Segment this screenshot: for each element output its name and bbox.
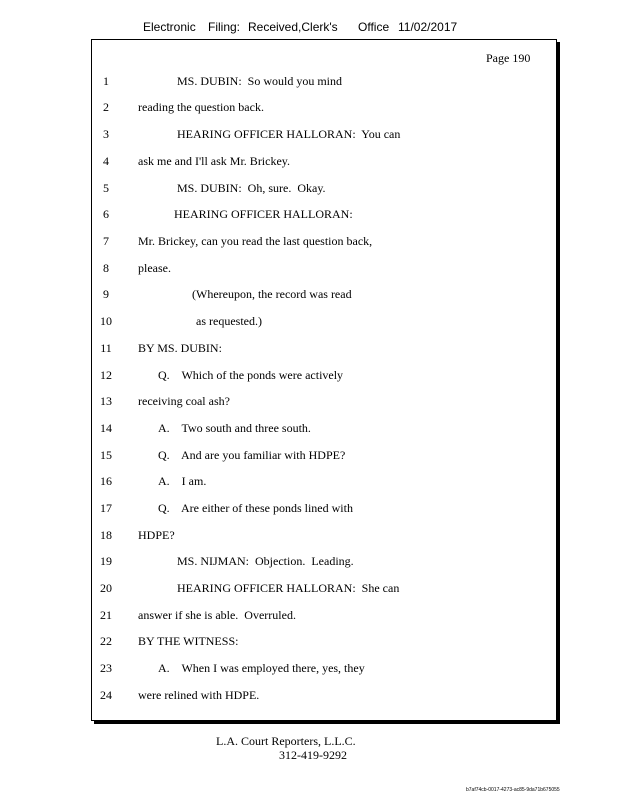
transcript-line [0,394,618,410]
transcript-line [0,634,618,650]
line-number: 24 [100,688,112,702]
line-text: reading the question back. [138,100,264,114]
line-text: A. I am. [158,474,207,488]
line-number: 22 [100,634,112,648]
header-date: 11/02/2017 [398,20,458,34]
line-number: 17 [100,501,112,515]
line-number: 4 [103,154,109,168]
line-number: 14 [100,421,112,435]
line-text: HEARING OFFICER HALLORAN: You can [177,127,401,141]
transcript-line [0,661,618,677]
line-text: Q. And are you familiar with HDPE? [158,448,346,462]
line-number: 13 [100,394,112,408]
header-electronic: Electronic [143,20,196,34]
line-text: HDPE? [138,528,175,542]
line-number: 2 [103,100,109,114]
line-number: 6 [103,207,109,221]
line-text: ask me and I'll ask Mr. Brickey. [138,154,291,168]
transcript-line [0,608,618,624]
transcript-line [0,287,618,303]
filing-header [0,20,618,36]
transcript-line [0,261,618,277]
transcript-line [0,581,618,597]
transcript-line [0,554,618,570]
line-text: A. Two south and three south. [158,421,311,435]
line-number: 8 [103,261,109,275]
transcript-line [0,688,618,704]
line-text: were relined with HDPE. [138,688,260,702]
line-number: 10 [100,314,112,328]
transcript-line [0,207,618,223]
line-text: receiving coal ash? [138,394,230,408]
transcript-line [0,74,618,90]
line-number: 16 [100,474,112,488]
transcript-line [0,127,618,143]
line-text: (Whereupon, the record was read [192,287,352,301]
line-number: 11 [100,341,112,355]
line-text: as requested.) [196,314,262,328]
line-text: Mr. Brickey, can you read the last question back, [138,234,373,248]
line-number: 20 [100,581,112,595]
line-text: please. [138,261,171,275]
line-number: 5 [103,181,109,195]
transcript-line [0,501,618,517]
transcript-line [0,100,618,116]
line-text: answer if she is able. Overruled. [138,608,296,622]
line-text: A. When I was employed there, yes, they [158,661,365,675]
transcript-line [0,528,618,544]
line-number: 23 [100,661,112,675]
line-number: 21 [100,608,112,622]
phone-number: 312-419-9292 [279,748,347,762]
transcript-line [0,368,618,384]
line-text: MS. DUBIN: Oh, sure. Okay. [177,181,326,195]
transcript-line [0,154,618,170]
line-text: HEARING OFFICER HALLORAN: [174,207,353,221]
transcript-line [0,314,618,330]
line-number: 15 [100,448,112,462]
line-number: 1 [103,74,109,88]
line-number: 12 [100,368,112,382]
company-name: L.A. Court Reporters, L.L.C. [216,734,356,748]
page-number: Page 190 [486,51,531,65]
line-text: BY THE WITNESS: [138,634,239,648]
line-text: MS. NIJMAN: Objection. Leading. [177,554,354,568]
transcript-line [0,421,618,437]
line-text: MS. DUBIN: So would you mind [177,74,343,88]
document-hash: b7af74cb-0017-4273-ac85-9da71b675055 [466,787,560,793]
transcript-line [0,341,618,357]
line-text: BY MS. DUBIN: [138,341,222,355]
header-office: Office [358,20,390,34]
line-text: HEARING OFFICER HALLORAN: She can [177,581,400,595]
transcript-line [0,448,618,464]
transcript-line [0,474,618,490]
line-text: Q. Are either of these ponds lined with [158,501,353,515]
line-number: 3 [103,127,109,141]
line-number: 9 [103,287,109,301]
header-received: Received,Clerk's [248,20,338,34]
line-number: 7 [103,234,109,248]
header-filing: Filing: [208,20,241,34]
line-text: Q. Which of the ponds were actively [158,368,344,382]
transcript-line [0,181,618,197]
line-number: 19 [100,554,112,568]
transcript-line [0,234,618,250]
line-number: 18 [100,528,112,542]
